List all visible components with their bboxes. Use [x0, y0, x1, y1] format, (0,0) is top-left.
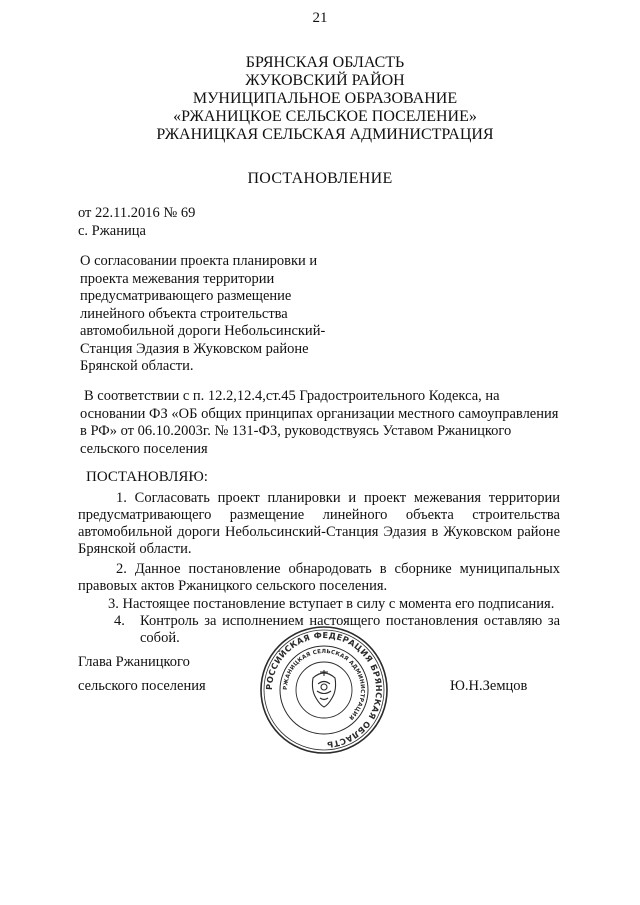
item-2-line-1: 2. Данное постановление обнародовать в сборнике муниципальных: [116, 561, 560, 577]
item-2-line-2: правовых актов Ржаницкого сельского поселения.: [78, 578, 388, 594]
item-3: 3. Настоящее постановление вступает в силу с момента его подписания.: [108, 596, 555, 612]
subject-line: Станция Эдазия в Жуковском районе: [80, 340, 309, 357]
item-1-line-4: Брянской области.: [78, 541, 192, 557]
header-municipality: МУНИЦИПАЛЬНОЕ ОБРАЗОВАНИЕ: [192, 90, 458, 107]
document-title: ПОСТАНОВЛЕНИЕ: [247, 170, 393, 187]
page-number: 21: [312, 10, 328, 26]
official-seal: [258, 624, 390, 756]
place: с. Ржаница: [78, 223, 146, 239]
subject-line: автомобильной дороги Небольсинский-: [80, 323, 326, 339]
item-4-line-1: Контроль за исполнением настоящего постановления оставляю за: [140, 613, 560, 629]
signatory-position-line-2: сельского поселения: [78, 678, 206, 694]
subject-block: [80, 253, 325, 376]
signatory-name: Ю.Н.Земцов: [450, 678, 528, 694]
item-1-line-2: предусматривающего размещение линейного объекта строительства: [78, 507, 560, 523]
preamble-block: [80, 388, 558, 458]
header-administration: РЖАНИЦКАЯ СЕЛЬСКАЯ АДМИНИСТРАЦИЯ: [156, 126, 494, 143]
date-number: от 22.11.2016 № 69: [78, 205, 196, 221]
subject-line: линейного объекта строительства: [80, 305, 288, 322]
item-4-number: 4.: [114, 613, 125, 629]
seal-outer-text: РОССИЙСКАЯ ФЕДЕРАЦИЯ БРЯНСКАЯ ОБЛАСТЬ: [263, 629, 385, 751]
coat-of-arms-icon: [312, 670, 335, 707]
preamble-line: в РФ» от 06.10.2003г. № 131-ФЗ, руководствуясь Уставом Ржаницкого: [80, 423, 512, 439]
signatory-position-line-1: Глава Ржаницкого: [78, 654, 190, 670]
header-region: БРЯНСКАЯ ОБЛАСТЬ: [245, 54, 405, 71]
item-1-line-3: автомобильной дороги Небольсинский-Станция Эдазия в Жуковском районе: [78, 524, 560, 540]
item-1-line-1: 1. Согласовать проект планировки и проект межевания территории: [116, 490, 560, 506]
svg-text:РЖАНИЦКАЯ СЕЛЬСКАЯ АДМИНИСТРАЦ: [283, 649, 365, 721]
seal-inner-text: РЖАНИЦКАЯ СЕЛЬСКАЯ АДМИНИСТРАЦИЯ: [282, 648, 366, 721]
seal-icon: [258, 624, 390, 756]
subject-line: предусматривающего размещение: [80, 288, 292, 304]
subject-line: проекта межевания территории: [80, 270, 275, 287]
item-4-line-2: собой.: [140, 630, 180, 646]
header-settlement: «РЖАНИЦКОЕ СЕЛЬСКОЕ ПОСЕЛЕНИЕ»: [173, 108, 477, 125]
resolve-heading: ПОСТАНОВЛЯЮ:: [86, 469, 208, 485]
preamble-line: В соответствии с п. 12.2,12.4,ст.45 Градостроительного Кодекса, на: [84, 388, 500, 404]
document-header: [0, 54, 640, 144]
preamble-line: основании ФЗ «ОБ общих принципах организации местного самоуправления: [80, 405, 559, 422]
subject-line: О согласовании проекта планировки и: [80, 253, 318, 269]
preamble-line: сельского поселения: [80, 440, 208, 457]
subject-line: Брянской области.: [80, 358, 194, 374]
header-district: ЖУКОВСКИЙ РАЙОН: [245, 72, 405, 89]
